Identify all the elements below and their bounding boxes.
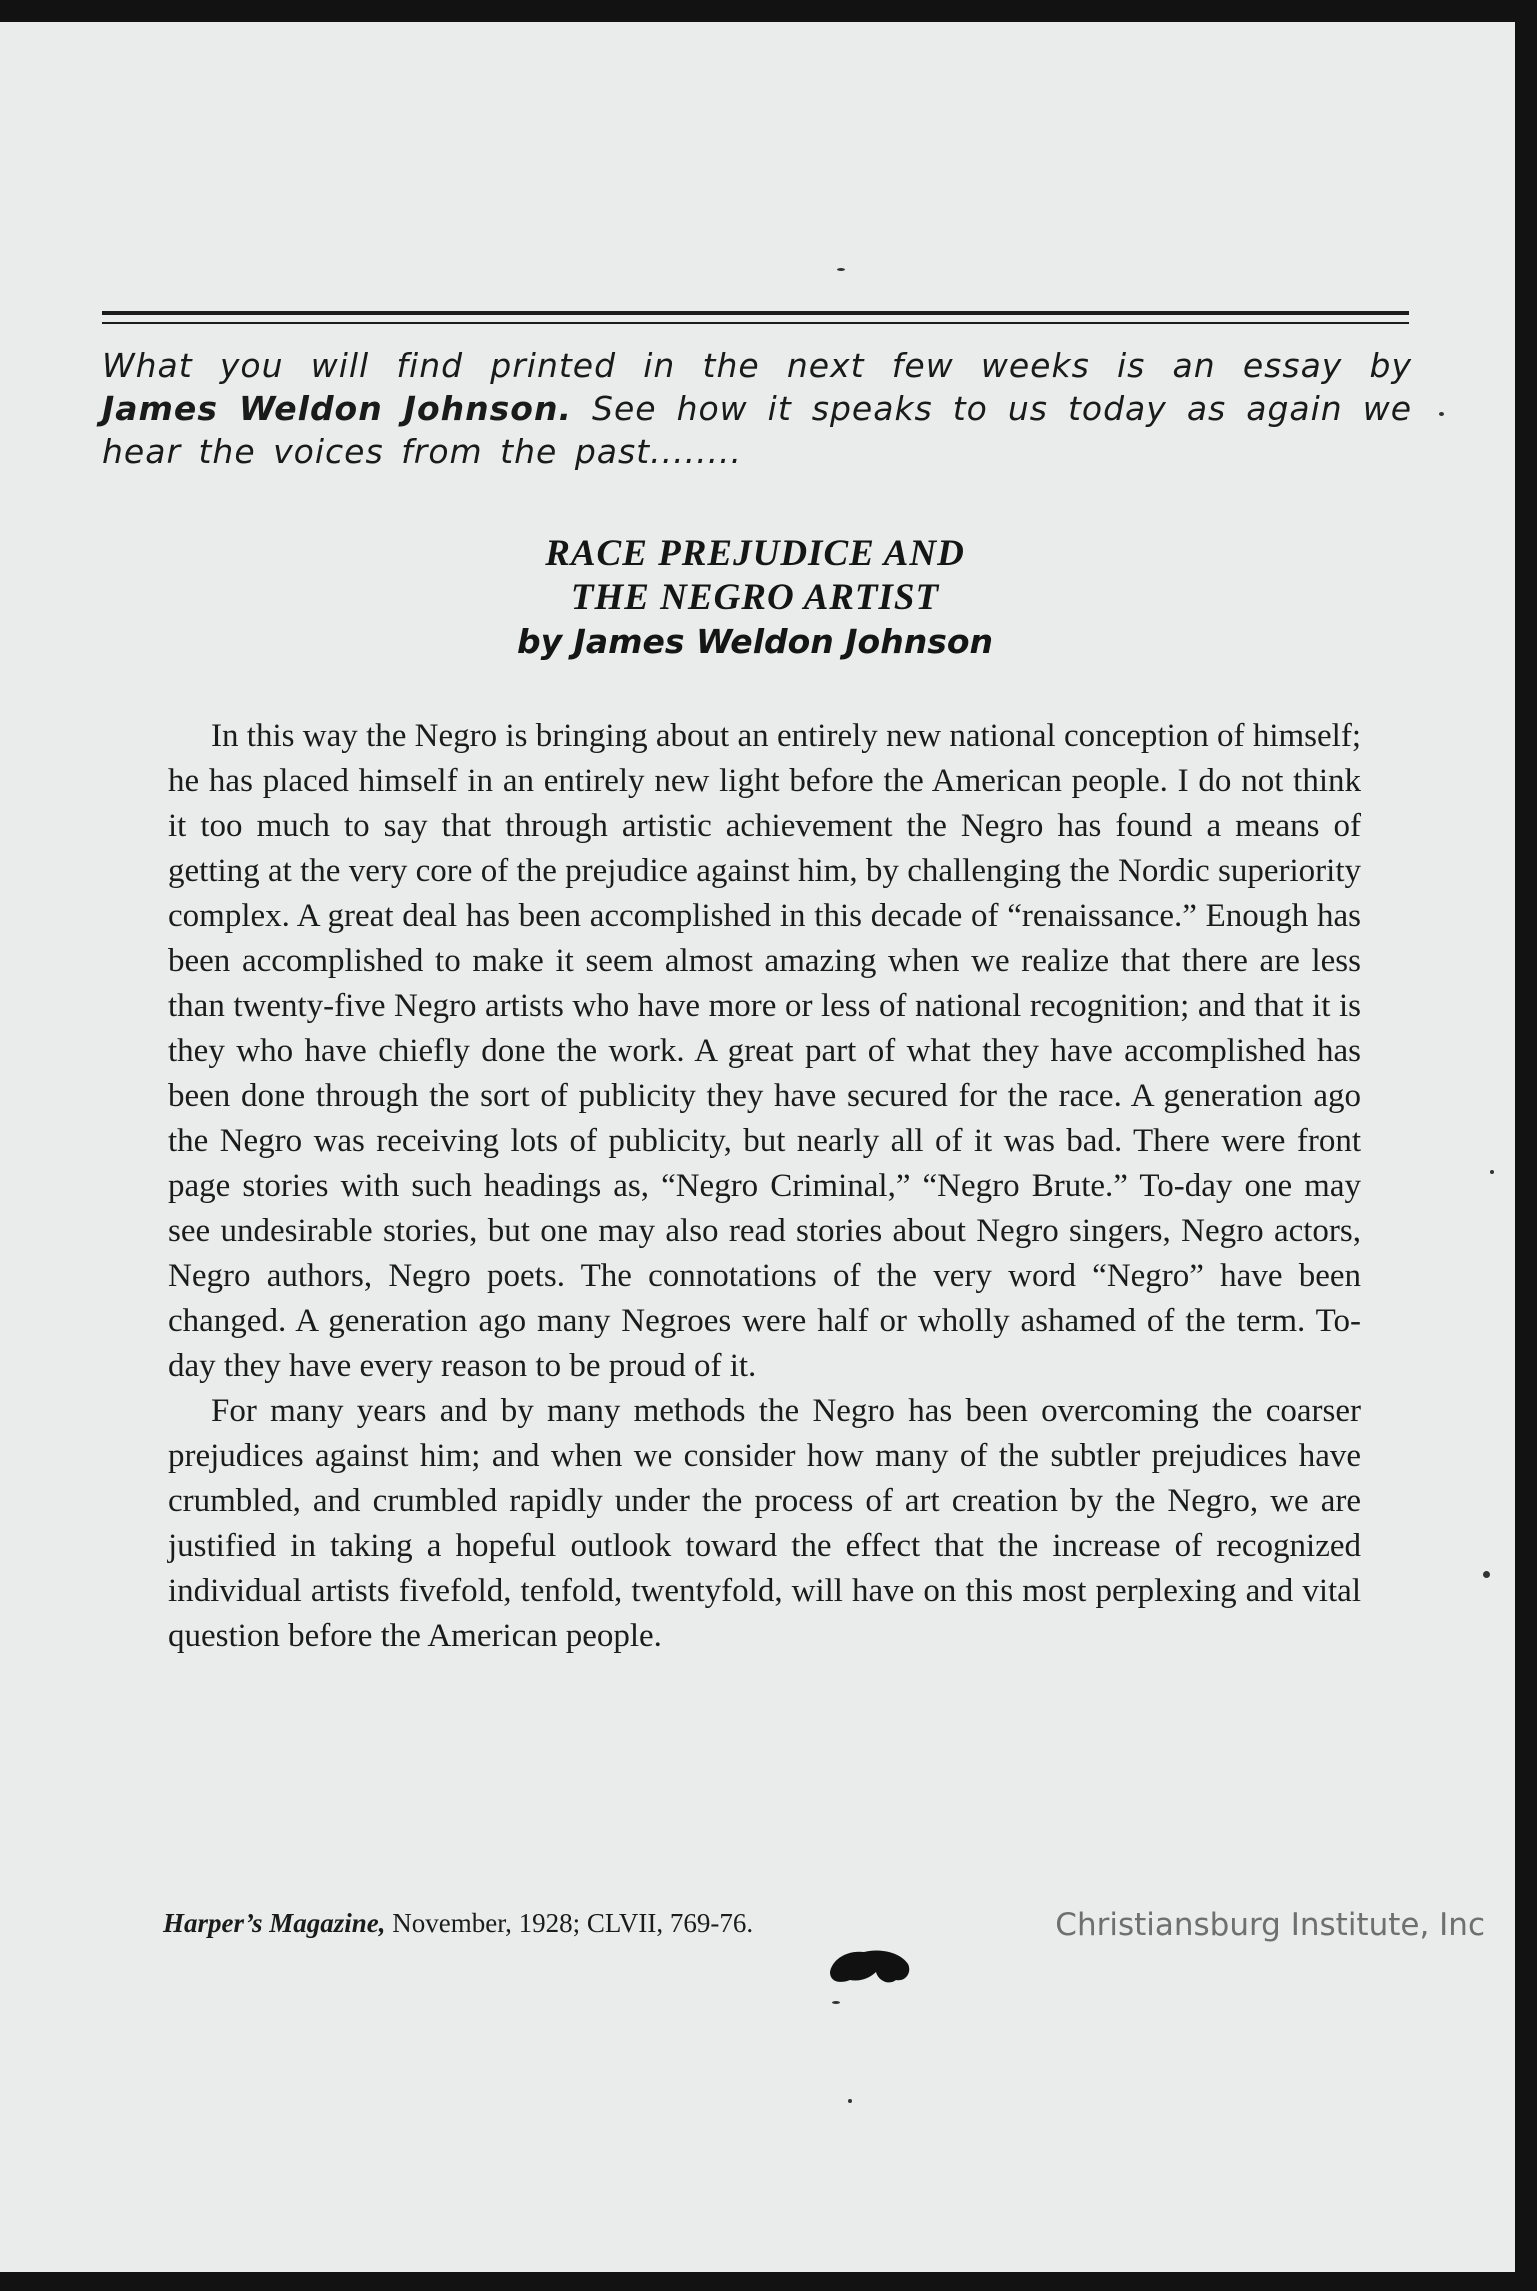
- intro-author: James Weldon Johnson.: [102, 389, 573, 428]
- essay-paragraph-2: For many years and by many methods the Negro has been overcoming the coarser prejudices against him; and when we consider how many of the subtler prejudices have crumbled, and crumbled rapidly under the process of art creation by the Negro, we are justified in taking a hopeful outlook toward the effect that the increase of recognized individual artists fivefold, tenfold, twentyfold, will have on this most perplexing and vital question before the American people.: [168, 1393, 1361, 1654]
- ink-speck: [832, 2001, 840, 2004]
- essay-title-line-1: RACE PREJUDICE AND: [545, 533, 965, 574]
- ink-speck: [848, 2099, 852, 2103]
- ink-speck: [1439, 412, 1444, 416]
- intro-note: [102, 344, 1412, 473]
- ink-speck: [1490, 1170, 1494, 1174]
- citation-magazine: Harper’s Magazine,: [163, 1908, 386, 1938]
- intro-text-after: See how it speaks to us today as again we hear the voices from the past........: [102, 389, 1413, 471]
- essay-title-line-2: THE NEGRO ARTIST: [570, 577, 940, 618]
- essay-paragraph-1: In this way the Negro is bringing about an entirely new national conception of himself; he has placed himself in an entirely new light before the American people. I do not think it too much to say that through artistic achievement the Negro has found a means of getting at the very core of the prejudice against him, by challenging the Nordic superiority complex. A great deal has been accomplished in this decade of “renaissance.” Enough has been accomplished to make it seem almost amazing when we realize that there are less than twenty-five Negro artists who have more or less of national recognition; and that it is they who have chiefly done the work. A great part of what they have accomplished has been done through the sort of publicity they have secured for the race. A generation ago the Negro was receiving lots of publicity, but nearly all of it was bad. There were front page stories with such headings as, “Negro Criminal,” “Negro Brute.” To-day one may see undesirable stories, but one may also read stories about Negro singers, Negro actors, Negro authors, Negro poets. The connotations of the very word “Negro” have been changed. A generation ago many Negroes were half or wholly ashamed of the term. To-day they have every reason to be proud of it.: [168, 718, 1361, 1384]
- ink-blot-mark: [826, 1942, 912, 1990]
- essay-title-block: [300, 532, 1210, 664]
- essay-byline: by James Weldon Johnson: [516, 622, 994, 661]
- watermark-credit: Christiansburg Institute, Inc: [1055, 1907, 1485, 1943]
- ink-speck: [1483, 1571, 1490, 1578]
- ink-speck: [837, 268, 845, 271]
- intro-text-before: What you will find printed in the next few weeks is an essay by: [102, 346, 1412, 385]
- document-page: [0, 22, 1515, 2272]
- source-citation: [163, 1905, 1063, 1941]
- essay-body: [168, 714, 1361, 1659]
- citation-details: November, 1928; CLVII, 769-76.: [385, 1908, 754, 1938]
- header-double-rule: [102, 311, 1409, 324]
